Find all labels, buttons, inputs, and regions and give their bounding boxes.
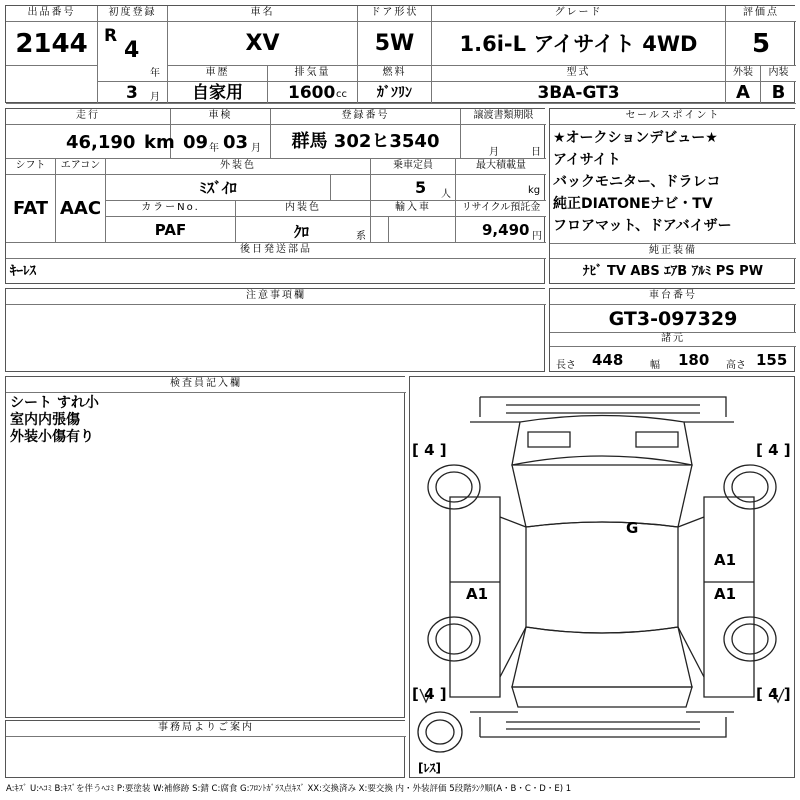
- later-parts-label: 後日発送部品: [6, 243, 546, 259]
- int-grade: B: [761, 82, 796, 104]
- ac: AAC: [56, 175, 106, 243]
- sales-point-item: ★オークションデビュー★: [553, 130, 718, 146]
- reg-month-cell: [98, 82, 168, 104]
- lot-label: 出品番号: [6, 6, 98, 22]
- history: 自家用: [168, 82, 268, 104]
- recycle-unit: 円: [532, 231, 542, 242]
- mileage-label: 走行: [6, 109, 171, 125]
- plate-label: 登録番号: [271, 109, 461, 125]
- color-blank: [331, 175, 371, 201]
- door-label: ドア形状: [358, 6, 432, 22]
- transfer-label: 譲渡書類期限: [461, 109, 546, 125]
- fuel: ｶﾞｿﾘﾝ: [358, 82, 432, 104]
- notes-block: [5, 288, 545, 372]
- sales-points-label: セールスポイント: [550, 109, 796, 125]
- interior-unit: 系: [356, 231, 366, 242]
- name-label: 車名: [168, 6, 358, 22]
- load-cell: [456, 175, 546, 201]
- interior-cell: [236, 217, 371, 243]
- mark-left-front: A1: [466, 585, 489, 603]
- width: 180: [678, 351, 710, 369]
- spare-tire: [ﾚｽ]: [418, 761, 441, 775]
- ac-label: エアコン: [56, 159, 106, 175]
- history-label: 車歴: [168, 66, 268, 82]
- later-parts: ｷｰﾚｽ: [10, 264, 36, 279]
- load-label: 最大積載量: [456, 159, 546, 175]
- chassis-label: 車台番号: [550, 289, 796, 305]
- mark-right-rear-door: A1: [714, 551, 737, 569]
- recycle: 9,490: [482, 221, 530, 239]
- recycle-label: リサイクル預託金: [456, 201, 546, 217]
- first-reg-label: 初度登録: [98, 6, 168, 22]
- tire-tl: [ 4 ]: [412, 441, 447, 459]
- inspector-line: シート すれ小: [10, 395, 99, 411]
- office-block: [5, 720, 405, 778]
- score-label: 評価点: [726, 6, 796, 22]
- month-unit: 月: [150, 92, 160, 103]
- chassis-block: [549, 288, 795, 372]
- dims-label: 諸元: [550, 333, 796, 347]
- car-diagram-block: [409, 376, 795, 778]
- displacement-label: 排気量: [268, 66, 358, 82]
- transfer-month: 月: [489, 147, 499, 158]
- tire-br: [ 4 ]: [756, 685, 791, 703]
- equipment: ﾅﾋﾞ TV ABS ｴｱB ｱﾙﾐ PS PW: [582, 264, 764, 279]
- sales-points-list: [553, 127, 732, 237]
- fuel-label: 燃料: [358, 66, 432, 82]
- sales-points-block: [549, 108, 795, 284]
- tire-tr: [ 4 ]: [756, 441, 791, 459]
- chassis-number: GT3-097329: [550, 305, 796, 333]
- plate: 群馬 302ヒ3540: [271, 125, 461, 159]
- inspector-block: [5, 376, 405, 718]
- inspector-label: 検査員記入欄: [6, 377, 406, 393]
- capacity: 5: [415, 178, 427, 197]
- inspection-label: 車検: [171, 109, 271, 125]
- equipment-label: 純正装備: [550, 243, 796, 259]
- shift-label: シフト: [6, 159, 56, 175]
- insp-year: 09: [183, 132, 209, 153]
- recycle-cell: [456, 217, 546, 243]
- lot-blank: [6, 66, 98, 104]
- length: 448: [592, 351, 624, 369]
- import-a: [371, 217, 389, 243]
- sales-point-item: 純正DIATONEナビ・TV: [553, 196, 713, 212]
- mileage-cell: [6, 125, 175, 159]
- year-unit: 年: [150, 68, 160, 79]
- grade: 1.6i-L アイサイト 4WD: [432, 22, 726, 66]
- model: 3BA-GT3: [432, 82, 726, 104]
- era: R: [104, 26, 118, 46]
- color: ﾐｽﾞｲﾛ: [106, 175, 331, 201]
- inspector-lines: [10, 395, 99, 446]
- length-label: 長さ: [556, 360, 576, 371]
- model-label: 型式: [432, 66, 726, 82]
- insp-month-unit: 月: [251, 143, 261, 154]
- mileage: 46,190: [66, 132, 136, 153]
- car-diagram: [410, 377, 794, 777]
- legend: A:ｷｽﾞ U:ﾍｺﾐ B:ｷｽﾞを伴うﾍｺﾐ P:要塗装 W:補修跡 S:錆 C:腐食 G:ﾌﾛﾝﾄｶﾞﾗｽ点ｷｽﾞ XX:交換済み X:要交換 内・外装評価 5段階ﾗﾝｸ順(A・B・C・D・E) 1: [6, 784, 572, 794]
- colorno: PAF: [106, 217, 236, 243]
- car-name: XV: [168, 22, 358, 66]
- colorno-label: カラーNo.: [106, 201, 236, 217]
- km-unit: km: [144, 132, 175, 153]
- tire-bl: [ 4 ]: [412, 685, 447, 703]
- capacity-label: 乗車定員: [371, 159, 456, 175]
- header-block: [5, 5, 795, 103]
- load-unit: kg: [528, 185, 541, 196]
- color-label: 外装色: [106, 159, 371, 175]
- notes-label: 注意事項欄: [6, 289, 546, 305]
- insp-month: 03: [223, 132, 249, 153]
- grade-label: グレード: [432, 6, 726, 22]
- sales-point-item: フロアマット、ドアバイザー: [553, 218, 732, 234]
- sales-point-item: アイサイト: [553, 152, 621, 168]
- lot-number: 2144: [6, 22, 98, 66]
- capacity-cell: [371, 175, 456, 201]
- transfer-cell: [461, 125, 546, 159]
- first-reg-cell: [98, 22, 168, 82]
- transfer-day: 日: [531, 147, 541, 158]
- reg-month: 3: [126, 83, 138, 103]
- int-label: 内装: [761, 66, 796, 82]
- dims-row: [550, 347, 796, 373]
- shift: FAT: [6, 175, 56, 243]
- office-label: 事務局よりご案内: [6, 721, 406, 737]
- score: 5: [726, 22, 796, 66]
- interior: ｸﾛ: [294, 223, 310, 241]
- height: 155: [756, 351, 788, 369]
- inspection-cell: [171, 125, 271, 159]
- capacity-unit: 人: [441, 189, 451, 200]
- interior-label: 内装色: [236, 201, 371, 217]
- mark-roof: G: [626, 519, 639, 537]
- displacement-cell: [268, 82, 358, 104]
- insp-year-unit: 年: [209, 143, 219, 154]
- displacement: 1600: [288, 83, 336, 103]
- reg-year: 4: [124, 38, 140, 63]
- details-block: [5, 108, 545, 284]
- import-b: [389, 217, 456, 243]
- sales-point-item: バックモニター、ドラレコ: [553, 174, 721, 190]
- ext-label: 外装: [726, 66, 761, 82]
- mark-right-front: A1: [714, 585, 737, 603]
- cc-unit: cc: [336, 89, 347, 100]
- import-label: 輸入車: [371, 201, 456, 217]
- inspector-line: 外装小傷有り: [10, 429, 94, 445]
- door-type: 5W: [358, 22, 432, 66]
- width-label: 幅: [650, 360, 660, 371]
- height-label: 高さ: [726, 360, 746, 371]
- inspector-line: 室内内張傷: [10, 412, 80, 428]
- ext-grade: A: [726, 82, 761, 104]
